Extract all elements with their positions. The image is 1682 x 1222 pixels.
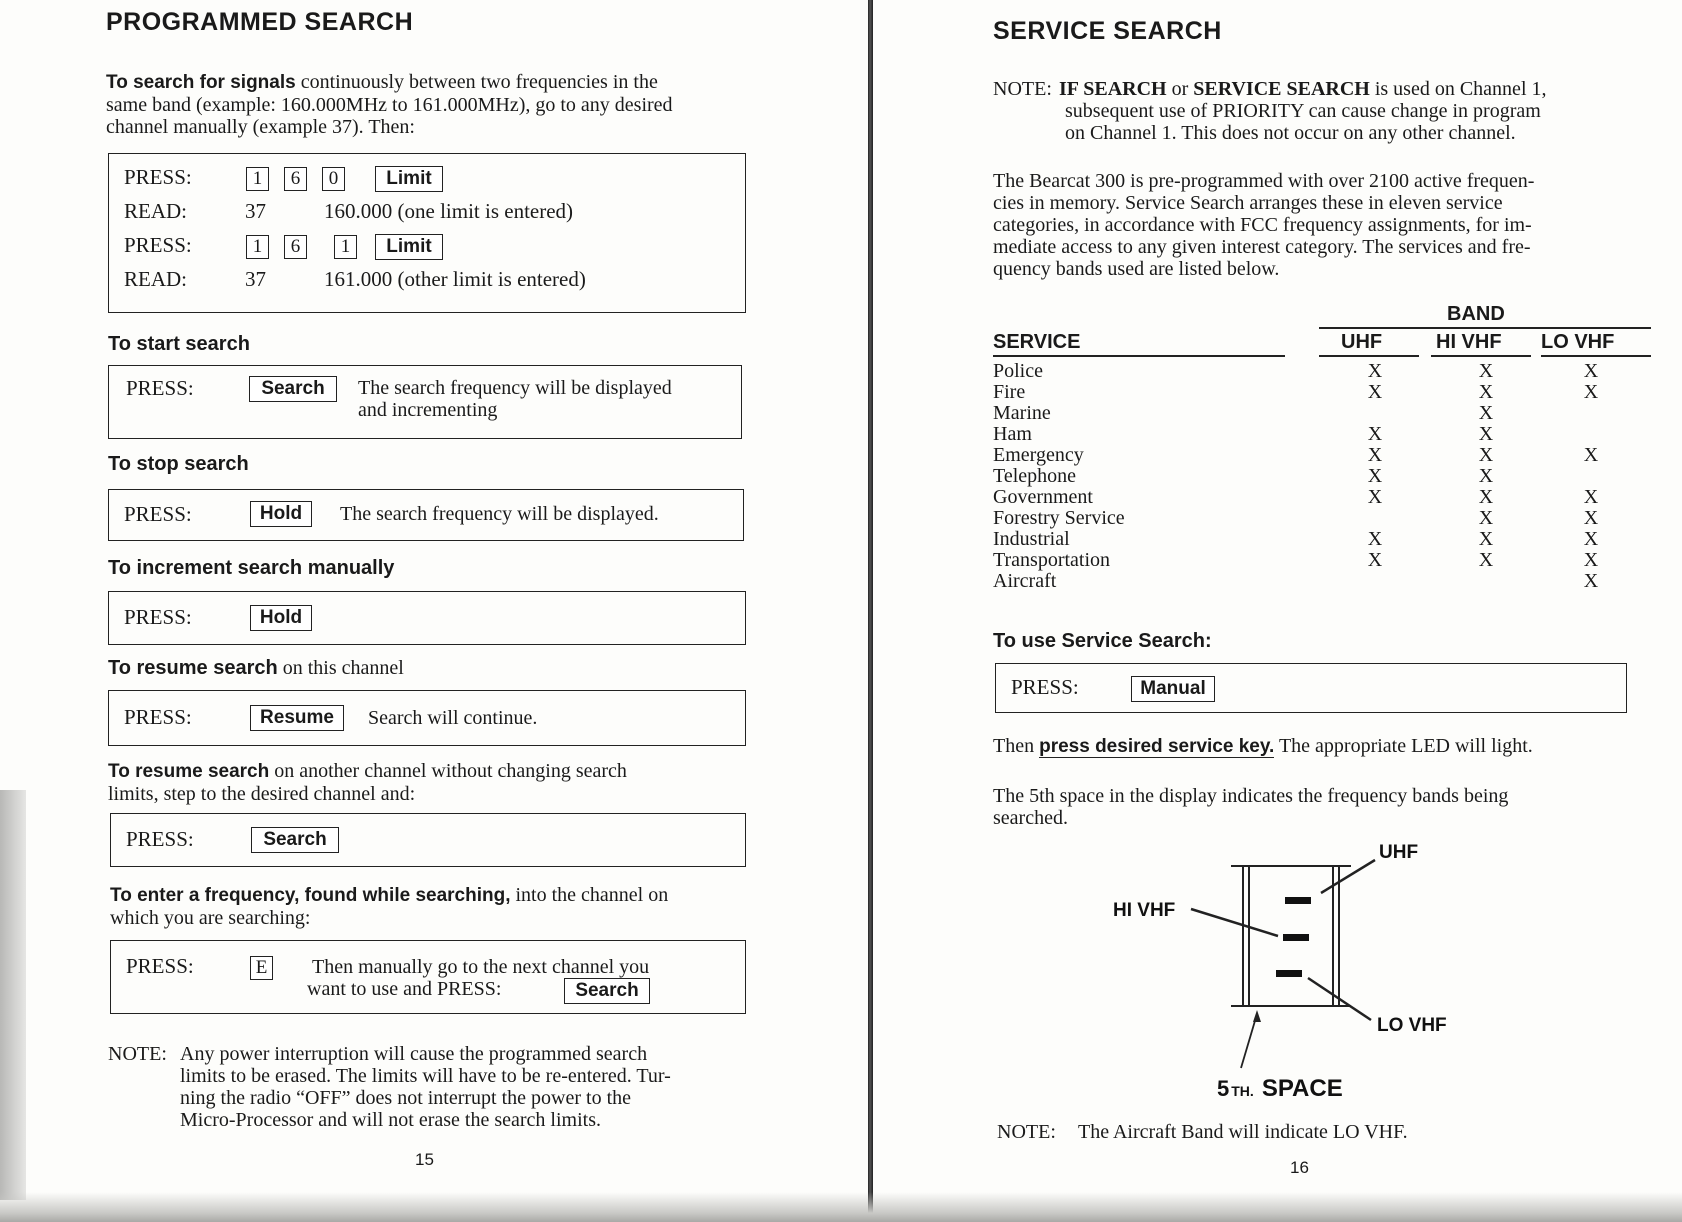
resume-other-channel-paragraph: To resume search on another channel without changing search limits, step to the desired channel and: (108, 760, 627, 805)
use-service-search-heading: To use Service Search: (993, 630, 1212, 652)
page-title: SERVICE SEARCH (993, 17, 1222, 45)
hi-vhf-mark: X (1478, 360, 1494, 382)
hi-vhf-mark: X (1478, 507, 1494, 529)
uhf-mark: X (1367, 423, 1383, 445)
hi-vhf-mark: X (1478, 549, 1494, 571)
search-key: Search (251, 827, 339, 853)
page-number: 15 (415, 1150, 434, 1169)
increment-search-heading: To increment search manually (108, 557, 395, 579)
uhf-segment (1285, 897, 1311, 904)
search-key: Search (564, 978, 650, 1004)
page-number: 16 (1290, 1158, 1309, 1177)
uhf-pointer (1321, 860, 1375, 893)
note-label: NOTE: (108, 1043, 167, 1065)
hi-vhf-pointer (1191, 909, 1278, 936)
hi-vhf-mark: X (1478, 402, 1494, 424)
key-1: 1 (246, 167, 269, 191)
table-row (993, 466, 1641, 487)
frequency-readout: 161.000 (other limit is entered) (324, 267, 586, 291)
lo-vhf-mark (1541, 466, 1641, 487)
resume-search-heading: To resume search on this channel (108, 657, 404, 679)
hi-vhf-mark: X (1478, 465, 1494, 487)
fifth-space-label: 5 TH. SPACE (1217, 1075, 1343, 1098)
page-16: SERVICE SEARCH NOTE: IF SEARCH or SERVICE SEARCH is used on Channel 1, subsequent use of PRIORITY can cause change in program on Channel 1. This does not occur on any other channel. The Bearcat 300 is pre-programmed with over 2100 active frequen- cies in memory. Service Search arranges these in eleven service categories, in accordance with FCC frequency assignments, for im- mediate access to any given interest category. The services and fre- quency bands used are listed below. BAND SERVICE UHF HI VHF LO VHF Police X X X Fire X X X Marine X Ham X X Emergency X X X Telephone X X Government X X X Forestry Service X X Industrial X X X Transportation X X X Aircraft X To use Service Search: PRESS: Manual Then press desired service key. The appropriate LED will light. The 5th space in the display indicates the frequency bands being searched. UHF HI VHF LO VHF 5 TH. SPACE NOTE: The Aircraft Band will indicate LO VHF. 16 (873, 0, 1682, 1222)
bottom-edge-shadow (0, 1192, 1682, 1222)
manual-box: PRESS: Manual (995, 663, 1627, 713)
table-row (993, 571, 1641, 592)
stop-search-heading: To stop search (108, 453, 249, 475)
lo-vhf-mark: X (1583, 549, 1599, 571)
hold-key: Hold (250, 501, 312, 527)
band-header: BAND (1447, 303, 1505, 325)
then-paragraph: Then press desired service key. The appropriate LED will light. (993, 735, 1533, 757)
resume-key: Resume (250, 705, 344, 731)
channel-readout: 37 (245, 267, 266, 291)
table-row (993, 508, 1641, 529)
hi-vhf-mark: X (1478, 528, 1494, 550)
service-rule (993, 355, 1285, 357)
hi-vhf-mark: X (1478, 381, 1494, 403)
note-text: IF SEARCH or SERVICE SEARCH is used on Channel 1, (1059, 78, 1547, 100)
table-row (993, 550, 1641, 571)
table-row (993, 382, 1641, 403)
service-name: Ham (993, 423, 1032, 445)
intro-bold: To search for signals (106, 72, 296, 93)
hi-vhf-header: HI VHF (1436, 331, 1502, 353)
fifth-space-pointer (1241, 1014, 1257, 1068)
table-row (993, 487, 1641, 508)
table-row (993, 529, 1641, 550)
lo-vhf-mark (1541, 403, 1641, 424)
service-name: Fire (993, 381, 1026, 403)
hi-vhf-label: HI VHF (1113, 900, 1176, 921)
hi-vhf-segment (1283, 934, 1309, 941)
lo-vhf-mark: X (1583, 486, 1599, 508)
table-row (993, 445, 1641, 466)
lo-vhf-mark: X (1583, 528, 1599, 550)
service-name: Police (993, 360, 1043, 382)
channel-readout: 37 (245, 199, 266, 223)
lo-vhf-mark: X (1583, 381, 1599, 403)
band-rule (1319, 327, 1651, 329)
uhf-mark: X (1367, 465, 1383, 487)
increment-search-box: PRESS: Hold (108, 591, 746, 645)
uhf-mark (1319, 403, 1431, 424)
lo-vhf-label: LO VHF (1377, 1015, 1447, 1036)
lo-vhf-header: LO VHF (1541, 331, 1615, 353)
service-name: Transportation (993, 549, 1111, 571)
uhf-mark: X (1367, 381, 1383, 403)
table-row (993, 424, 1641, 445)
resume-search-box: PRESS: Resume Search will continue. (108, 690, 746, 746)
hi-vhf-mark: X (1478, 423, 1494, 445)
lo-vhf-mark: X (1583, 507, 1599, 529)
frequency-readout: 160.000 (one limit is entered) (324, 199, 574, 223)
uhf-mark: X (1367, 549, 1383, 571)
start-search-heading: To start search (108, 333, 250, 355)
hi-vhf-mark (1431, 571, 1541, 592)
uhf-label: UHF (1379, 842, 1419, 863)
fifth-space-diagram (1113, 838, 1533, 1098)
service-header: SERVICE (993, 331, 1081, 353)
start-search-box: PRESS: Search The search frequency will be displayed and incrementing (108, 365, 742, 439)
note-label: NOTE: (993, 78, 1052, 100)
lo-vhf-mark: X (1583, 444, 1599, 466)
uhf-mark: X (1367, 360, 1383, 382)
bottom-note-label: NOTE: (997, 1121, 1056, 1143)
service-name: Forestry Service (993, 507, 1125, 529)
uhf-mark: X (1367, 486, 1383, 508)
lo-vhf-mark: X (1583, 360, 1599, 382)
limit-entry-box: PRESS: 1 6 0 Limit READ: 37 160.000 (one limit is entered) PRESS: 1 6 1 Limit READ: 37 161.000 (other limit is entered) (108, 153, 746, 313)
lo-vhf-segment (1276, 970, 1302, 977)
enter-frequency-box: PRESS: E Then manually go to the next channel you want to use and PRESS: Search (110, 940, 746, 1014)
uhf-mark: X (1367, 444, 1383, 466)
uhf-mark: X (1367, 528, 1383, 550)
service-name: Marine (993, 402, 1051, 424)
key-1: 1 (246, 235, 269, 259)
limit-key: Limit (375, 166, 443, 192)
uhf-header: UHF (1341, 331, 1383, 353)
lo-vhf-mark: X (1583, 570, 1599, 592)
key-e: E (250, 956, 273, 980)
key-6: 6 (284, 167, 307, 191)
intro-paragraph: The Bearcat 300 is pre-programmed with over 2100 active frequen- cies in memory. Service Search arranges these in eleven service categories, in accordance with FCC frequency assignments, for im- mediate access to any given interest category. The services and fre- quency bands used are listed below. (993, 170, 1535, 280)
hold-key: Hold (250, 605, 312, 631)
key-0: 0 (322, 167, 345, 191)
key-6: 6 (284, 235, 307, 259)
service-name: Telephone (993, 465, 1077, 487)
resume-other-channel-box: PRESS: Search (110, 813, 746, 867)
stop-search-box: PRESS: Hold The search frequency will be displayed. (108, 489, 744, 541)
key-1: 1 (334, 235, 357, 259)
service-band-table (993, 361, 1641, 592)
table-row (993, 361, 1641, 382)
hi-vhf-mark: X (1478, 444, 1494, 466)
fifth-space-paragraph: The 5th space in the display indicates the frequency bands being searched. (993, 785, 1509, 829)
page-title: PROGRAMMED SEARCH (106, 8, 414, 36)
limit-key: Limit (375, 234, 443, 260)
search-key: Search (249, 376, 337, 402)
hi-vhf-mark: X (1478, 486, 1494, 508)
uhf-mark (1319, 508, 1431, 529)
intro-paragraph: To search for signals continuously between two frequencies in the same band (example: 160.000MHz to 161.000MHz), go to any desired channel manually (example 37). Then: (106, 71, 673, 138)
service-name: Industrial (993, 528, 1070, 550)
service-name: Emergency (993, 444, 1084, 466)
service-name: Government (993, 486, 1093, 508)
enter-frequency-paragraph: To enter a frequency, found while searching, into the channel on which you are searching: (110, 884, 669, 929)
bottom-note-text: The Aircraft Band will indicate LO VHF. (1078, 1121, 1408, 1143)
uhf-mark (1319, 571, 1431, 592)
service-name: Aircraft (993, 570, 1057, 592)
lo-vhf-mark (1541, 424, 1641, 445)
table-row (993, 403, 1641, 424)
note-text: Any power interruption will cause the programmed search limits to be erased. The limits will have to be re-entered. Tur- ning the radio “OFF” does not interrupt the power to the Micro-Processor and will not erase the search limits. (180, 1043, 671, 1131)
manual-key: Manual (1131, 676, 1215, 702)
